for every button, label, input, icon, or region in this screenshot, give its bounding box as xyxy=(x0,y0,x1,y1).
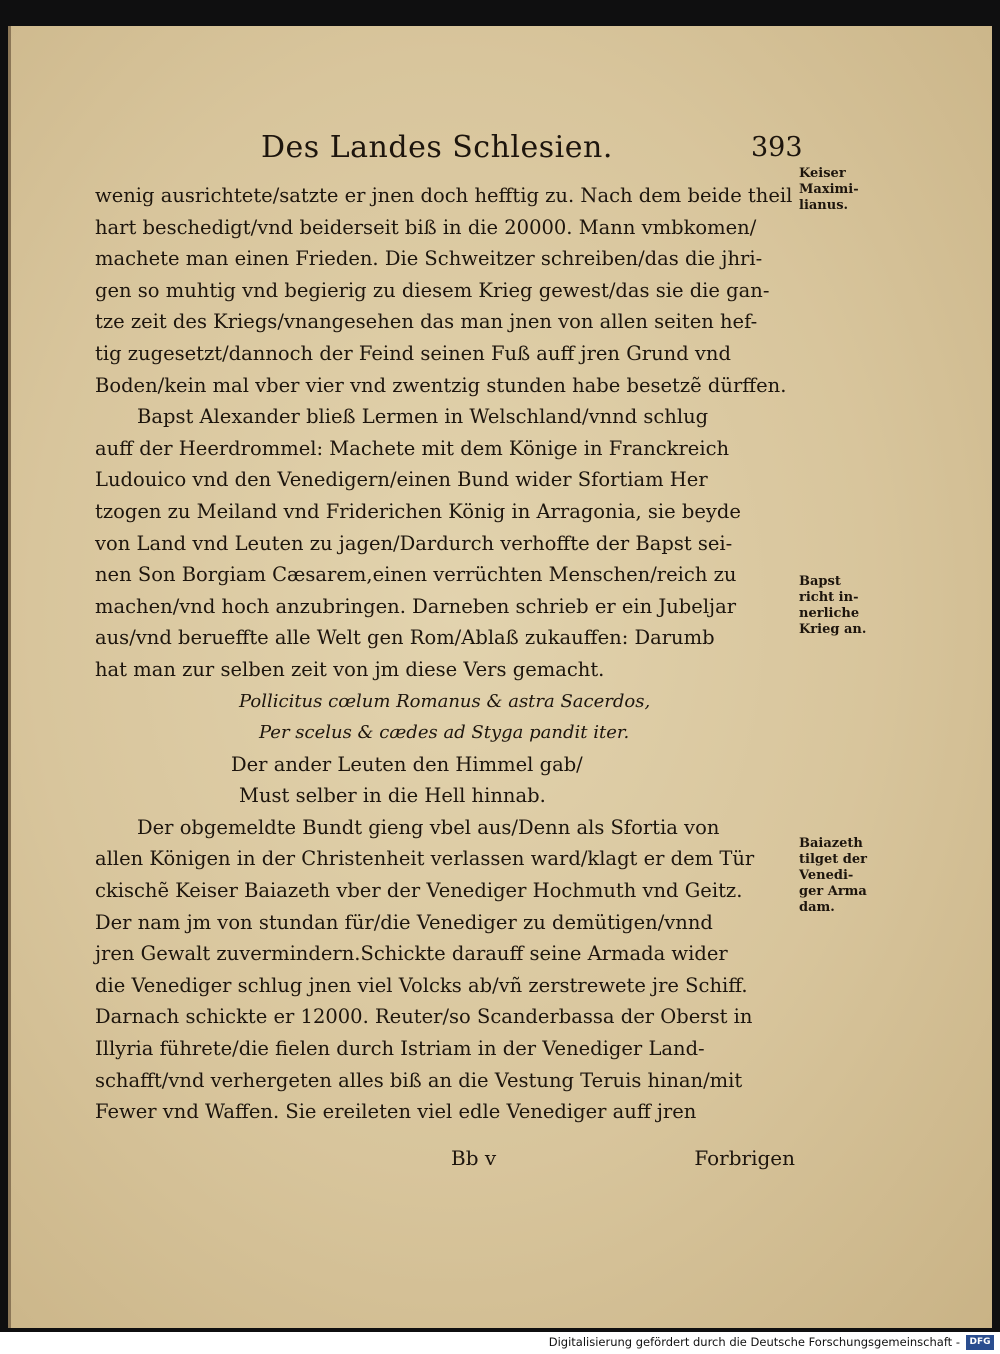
latin-verse-line: Per scelus & cædes ad Styga pandit iter. xyxy=(259,722,630,744)
margin-note-line: lianus. xyxy=(799,198,849,213)
margin-note-line: richt in- xyxy=(799,590,859,605)
text-line: tzogen zu Meiland vnd Friderichen König in Arragonia, sie beyde xyxy=(95,499,741,523)
text-line: tig zugesetzt/dannoch der Feind seinen Fuß auff jren Grund vnd xyxy=(95,341,731,365)
text-line: machen/vnd hoch anzubringen. Darneben schrieb er ein Jubeljar xyxy=(95,594,737,618)
text-line: hart beschedigt/vnd beiderseit biß in die 20000. Mann vmbkomen/ xyxy=(95,215,757,239)
text-line: ckischẽ Keiser Baiazeth vber der Venediger Hochmuth vnd Geitz. xyxy=(95,879,743,903)
running-head: Des Landes Schlesien. xyxy=(261,130,613,165)
margin-note-line: Baiazeth xyxy=(799,836,863,851)
text-line: auff der Heerdrommel: Machete mit dem Könige in Franckreich xyxy=(95,436,730,460)
margin-note-line: Krieg an. xyxy=(799,622,867,637)
margin-note-line: dam. xyxy=(799,900,835,915)
text-line: wenig ausrichtete/satzte er jnen doch hefftig zu. Nach dem beide theil xyxy=(95,184,793,207)
margin-note-line: ger Arma xyxy=(799,884,867,899)
german-verse-line: Must selber in die Hell hinnab. xyxy=(239,784,546,808)
text-line: machete man einen Frieden. Die Schweitzer schreiben/das die jhri- xyxy=(95,247,763,271)
book-page xyxy=(8,26,992,1328)
text-line: nen Son Borgiam Cæsarem,einen verrüchten Menschen/reich zu xyxy=(95,563,737,587)
text-line: hat man zur selben zeit von jm diese Vers gemacht. xyxy=(95,657,605,681)
text-line: von Land vnd Leuten zu jagen/Dardurch verhoffte der Bapst sei- xyxy=(95,531,733,555)
catchword: Forbrigen xyxy=(694,1146,795,1170)
text-line: die Venediger schlug jnen viel Volcks ab/vñ zerstrewete jre Schiff. xyxy=(95,973,748,997)
margin-note-line: nerliche xyxy=(799,606,860,621)
main-text-block xyxy=(95,180,795,1128)
text-line: Illyria führete/die fielen durch Istriam in der Venediger Land- xyxy=(95,1037,705,1061)
text-line: Der nam jm von stundan für/die Venediger zu demütigen/vnnd xyxy=(95,910,713,934)
signature-mark: Bb v xyxy=(451,1146,497,1170)
german-verse-line: Der ander Leuten den Himmel gab/ xyxy=(231,752,583,776)
digitization-footer xyxy=(0,1332,1000,1354)
margin-note-line: tilget der xyxy=(799,852,867,867)
latin-verse-line: Pollicitus cœlum Romanus & astra Sacerdos, xyxy=(239,690,651,712)
text-line: schafft/vnd verhergeten alles biß an die Vestung Teruis hinan/mit xyxy=(95,1068,743,1092)
text-line: Fewer vnd Waffen. Sie ereileten viel edle Venediger auff jren xyxy=(95,1100,697,1124)
page-number: 393 xyxy=(751,132,803,163)
paragraph-start-line: Bapst Alexander bließ Lermen in Welschland/vnnd schlug xyxy=(137,405,709,429)
margin-note-maximilian xyxy=(799,166,899,214)
text-line: gen so muhtig vnd begierig zu diesem Krieg gewest/das sie die gan- xyxy=(95,278,770,302)
margin-note-line: Bapst xyxy=(799,574,841,589)
margin-note-pope xyxy=(799,574,899,638)
funding-credit: Digitalisierung gefördert durch die Deutsche Forschungsgemeinschaft - xyxy=(548,1335,960,1349)
paragraph-start-line: Der obgemeldte Bundt gieng vbel aus/Denn als Sfortia von xyxy=(137,815,720,839)
margin-note-line: Keiser xyxy=(799,166,846,181)
text-line: allen Königen in der Christenheit verlassen ward/klagt er dem Tür xyxy=(95,847,755,871)
margin-note-line: Venedi- xyxy=(799,868,854,883)
text-line: jren Gewalt zuvermindern.Schickte darauff seine Armada wider xyxy=(95,942,728,966)
margin-note-line: Maximi- xyxy=(799,182,859,197)
dfg-logo: DFG xyxy=(966,1335,994,1350)
text-line: Darnach schickte er 12000. Reuter/so Scanderbassa der Oberst in xyxy=(95,1005,753,1029)
page-foot-line xyxy=(95,1146,795,1178)
text-line: tze zeit des Kriegs/vnangesehen das man jnen von allen seiten hef- xyxy=(95,310,758,334)
margin-note-baiazeth xyxy=(799,836,899,916)
text-line: aus/vnd berueffte alle Welt gen Rom/Ablaß zukauffen: Darumb xyxy=(95,626,715,650)
text-line: Ludouico vnd den Venedigern/einen Bund wider Sfortiam Her xyxy=(95,468,708,492)
text-line: Boden/kein mal vber vier vnd zwentzig stunden habe besetzẽ dürffen. xyxy=(95,373,787,397)
